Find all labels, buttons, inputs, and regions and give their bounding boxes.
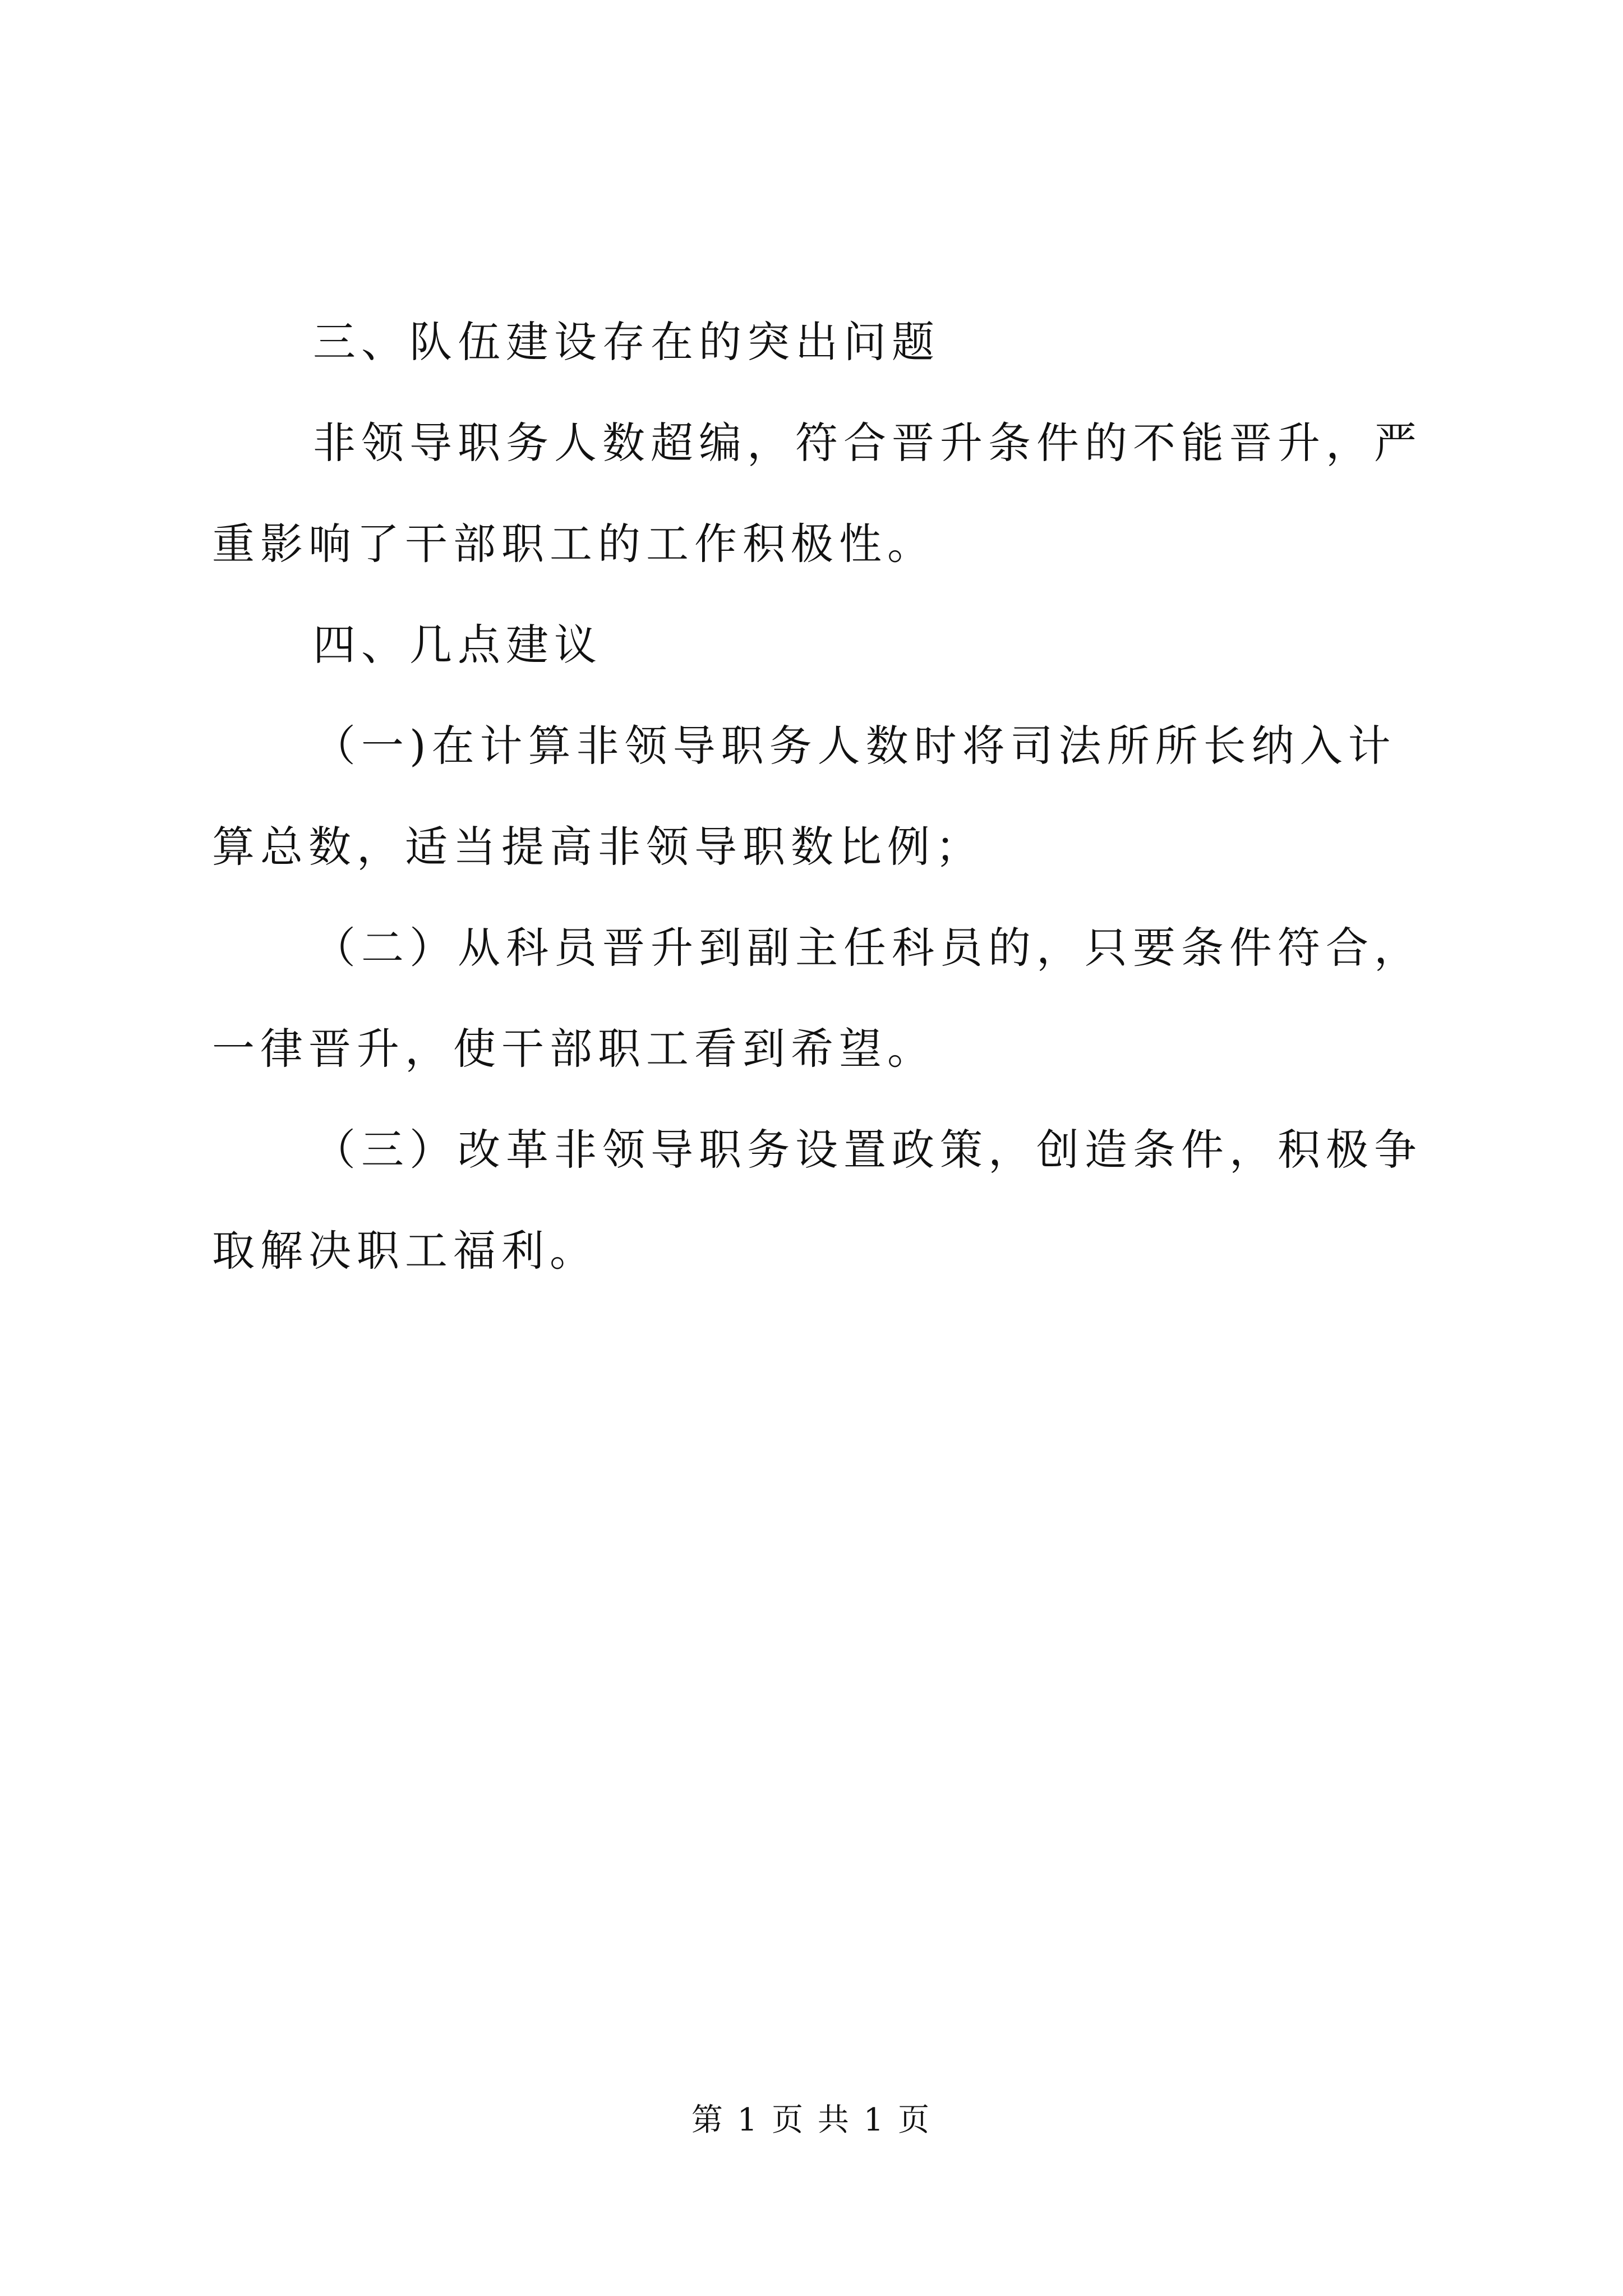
suggestion-item-1: （一)在计算非领导职务人数时将司法所所长纳入计算总数，适当提高非领导职数比例；	[212, 721, 1396, 872]
paragraph-problem-description: 非领导职务人数超编，符合晋升条件的不能晋升，严重影响了干部职工的工作积极性。	[212, 418, 1422, 569]
document-body	[212, 292, 1435, 1301]
page-number-footer: 第 1 页 共 1 页	[691, 2102, 932, 2138]
section-heading-suggestions: 四、几点建议	[313, 620, 602, 670]
suggestion-item-2: （二）从科员晋升到副主任科员的，只要条件符合，一律晋升，使干部职工看到希望。	[212, 923, 1422, 1074]
section-heading-problems: 三、队伍建设存在的突出问题	[313, 317, 940, 367]
suggestion-item-3: （三）改革非领导职务设置政策，创造条件，积极争取解决职工福利。	[212, 1125, 1422, 1276]
